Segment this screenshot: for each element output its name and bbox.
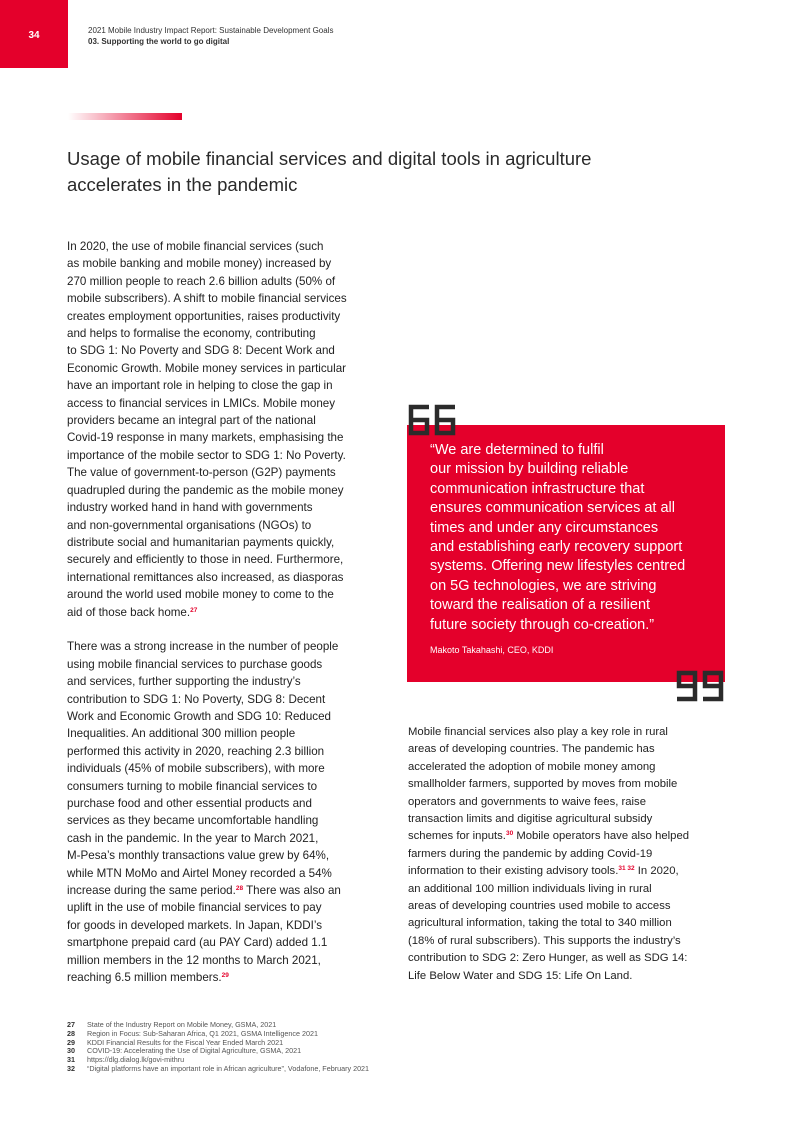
footnote-number: 28 <box>67 1028 75 1038</box>
page-number: 34 <box>28 30 40 41</box>
footnote-number: 29 <box>67 1037 75 1047</box>
text-line: accelerated the adoption of mobile money among <box>408 760 656 773</box>
text-line: using mobile financial services to purchase goods <box>67 657 323 671</box>
text-line: There was a strong increase in the number of people <box>67 640 339 654</box>
page-title-line: accelerates in the pandemic <box>67 174 298 195</box>
accent-bar <box>68 113 182 120</box>
text-line: around the world used mobile money to come to the <box>67 588 334 602</box>
quote-line: toward the realisation of a resilient <box>430 597 651 614</box>
text-line: securely and efficiently to those in need. Furthermore, <box>67 553 344 567</box>
text-line: distribute social and humanitarian payments quickly, <box>67 535 335 549</box>
footnotes <box>67 1021 547 1074</box>
text-line: Covid-19 response in many markets, emphasising the <box>67 431 344 445</box>
text-line: farmers during the pandemic by adding Covid-19 <box>408 847 653 860</box>
text-line: have an important role in helping to close the gap in <box>67 379 333 393</box>
text-line: In 2020, <box>634 865 679 878</box>
text-line: increase during the same period. <box>67 884 236 898</box>
text-line: international remittances also increased, as diasporas <box>67 570 344 584</box>
footnote-ref[interactable]: 28 <box>235 885 244 893</box>
close-quote-icon <box>673 669 727 703</box>
report-title: 2021 Mobile Industry Impact Report: Sustainable Development Goals <box>88 26 334 35</box>
quote-line: times and under any circumstances <box>430 519 659 536</box>
text-line: an additional 100 million individuals living in rural <box>408 882 652 895</box>
text-line: reaching 6.5 million members. <box>67 971 222 985</box>
footnote-text: KDDI Financial Results for the Fiscal Year Ended March 2021 <box>87 1037 284 1047</box>
text-line: transaction limits and digitise agricultural subsidy <box>408 813 653 826</box>
text-line: Inequalities. An additional 300 million people <box>67 727 296 741</box>
text-line: agricultural information, taking the total to 340 million <box>408 917 672 930</box>
quote-line: future society through co-creation.” <box>430 616 655 633</box>
text-line: individuals (45% of mobile subscribers), with more <box>67 762 325 776</box>
footnote-text: COVID-19: Accelerating the Use of Digital Agriculture, GSMA, 2021 <box>87 1046 302 1056</box>
pull-quote-text <box>430 441 701 635</box>
text-line: Economic Growth. Mobile money services in particular <box>67 361 346 375</box>
footnote-number: 31 <box>67 1055 75 1065</box>
text-line: aid of those back home. <box>67 605 191 619</box>
paragraph-purchases <box>67 638 389 986</box>
text-line: to SDG 1: No Poverty and SDG 8: Decent Work and <box>67 344 335 358</box>
text-line: M-Pesa’s monthly transactions value grew by 64%, <box>67 849 330 863</box>
text-line: services as they became uncomfortable handling <box>67 814 319 828</box>
text-line: consumers turning to mobile financial services to <box>67 779 318 793</box>
text-line: for goods in developed markets. In Japan, KDDI’s <box>67 918 322 932</box>
quote-line: and establishing early recovery support <box>430 539 683 556</box>
text-line: The value of government-to-person (G2P) payments <box>67 466 336 480</box>
text-line: importance of the mobile sector to SDG 1: No Poverty. <box>67 448 346 462</box>
text-line: industry worked hand in hand with governments <box>67 501 313 515</box>
footnote-number: 27 <box>67 1020 75 1029</box>
paragraph-rural-agriculture <box>408 724 728 985</box>
text-line: purchase food and other essential products and <box>67 796 312 810</box>
footnote-ref[interactable]: 29 <box>221 972 229 980</box>
quote-line: our mission by building reliable <box>430 461 629 478</box>
left-column <box>67 238 389 986</box>
text-line: information to their existing advisory tools. <box>408 865 619 878</box>
quote-line: systems. Offering new lifestyles centred <box>430 558 686 575</box>
text-line: Mobile operators have also helped <box>513 830 690 843</box>
text-line: while MTN MoMo and Airtel Money recorded a 54% <box>67 866 332 880</box>
footnote-text: Region in Focus: Sub-Saharan Africa, Q1 2021, GSMA Intelligence 2021 <box>87 1028 318 1038</box>
page-title-line: Usage of mobile financial services and digital tools in agriculture <box>67 148 592 169</box>
quote-line: on 5G technologies, we are striving <box>430 577 657 594</box>
text-line: access to financial services in LMICs. Mobile money <box>67 396 336 410</box>
text-line: creates employment opportunities, raises productivity <box>67 309 341 323</box>
footnote <box>67 1065 547 1074</box>
paragraph-mobile-financial-services <box>67 238 389 621</box>
text-line: Life Below Water and SDG 15: Life On Land. <box>408 969 633 982</box>
right-column <box>408 724 728 985</box>
text-line: operators and governments to waive fees, raise <box>408 795 646 808</box>
text-line: and services, further supporting the industry’s <box>67 675 301 689</box>
text-line: (18% of rural subscribers). This supports the industry’s <box>408 934 681 947</box>
text-line: providers became an integral part of the national <box>67 414 316 428</box>
footnote-text: “Digital platforms have an important role in African agriculture”, Vodafone, February 2021 <box>87 1063 370 1073</box>
pull-quote-box <box>407 425 725 682</box>
text-line: uplift in the use of mobile financial services to pay <box>67 901 322 915</box>
footnote-link[interactable]: https://dlg.dialog.lk/govi-mithru <box>87 1055 185 1065</box>
text-line: and non-governmental organisations (NGOs) to <box>67 518 312 532</box>
footnote-ref[interactable]: 31 32 <box>618 865 635 873</box>
running-header <box>88 25 333 47</box>
text-line: There was also an <box>243 884 341 898</box>
quote-attribution: Makoto Takahashi, CEO, KDDI <box>430 645 554 656</box>
footnote-number: 32 <box>67 1063 75 1073</box>
text-line: cash in the pandemic. In the year to March 2021, <box>67 831 319 845</box>
section-title: 03. Supporting the world to go digital <box>88 37 230 46</box>
page-number-tab <box>0 0 68 68</box>
footnote-ref[interactable]: 27 <box>190 606 198 614</box>
text-line: and helps to formalise the economy, contributing <box>67 327 316 341</box>
text-line: million members in the 12 months to March 2021, <box>67 953 321 967</box>
text-line: mobile subscribers). A shift to mobile financial services <box>67 292 347 306</box>
page-title <box>67 146 707 198</box>
text-line: Work and Economic Growth and SDG 10: Reduced <box>67 709 331 723</box>
text-line: areas of developing countries. The pandemic has <box>408 743 655 756</box>
text-line: In 2020, the use of mobile financial services (such <box>67 240 324 253</box>
text-line: contribution to SDG 2: Zero Hunger, as well as SDG 14: <box>408 952 688 965</box>
footnote-number: 30 <box>67 1046 75 1056</box>
quote-line: ensures communication services at all <box>430 500 675 517</box>
text-line: 270 million people to reach 2.6 billion adults (50% of <box>67 274 336 288</box>
text-line: as mobile banking and mobile money) increased by <box>67 257 332 271</box>
text-line: smartphone prepaid card (au PAY Card) added 1.1 <box>67 936 328 950</box>
text-line: Mobile financial services also play a key role in rural <box>408 726 668 738</box>
text-line: contribution to SDG 1: No Poverty, SDG 8: Decent <box>67 692 326 706</box>
text-line: areas of developing countries used mobile to access <box>408 900 671 913</box>
quote-line: “We are determined to fulfil <box>430 442 604 458</box>
footnote-text: State of the Industry Report on Mobile Money, GSMA, 2021 <box>87 1020 277 1029</box>
open-quote-icon <box>405 403 459 437</box>
text-line: schemes for inputs. <box>408 830 506 843</box>
text-line: performed this activity in 2020, reaching 2.3 billion <box>67 744 325 758</box>
quote-line: communication infrastructure that <box>430 480 645 497</box>
footnote-ref[interactable]: 30 <box>505 830 514 838</box>
text-line: quadrupled during the pandemic as the mobile money <box>67 483 344 497</box>
text-line: smallholder farmers, supported by moves from mobile <box>408 778 678 791</box>
